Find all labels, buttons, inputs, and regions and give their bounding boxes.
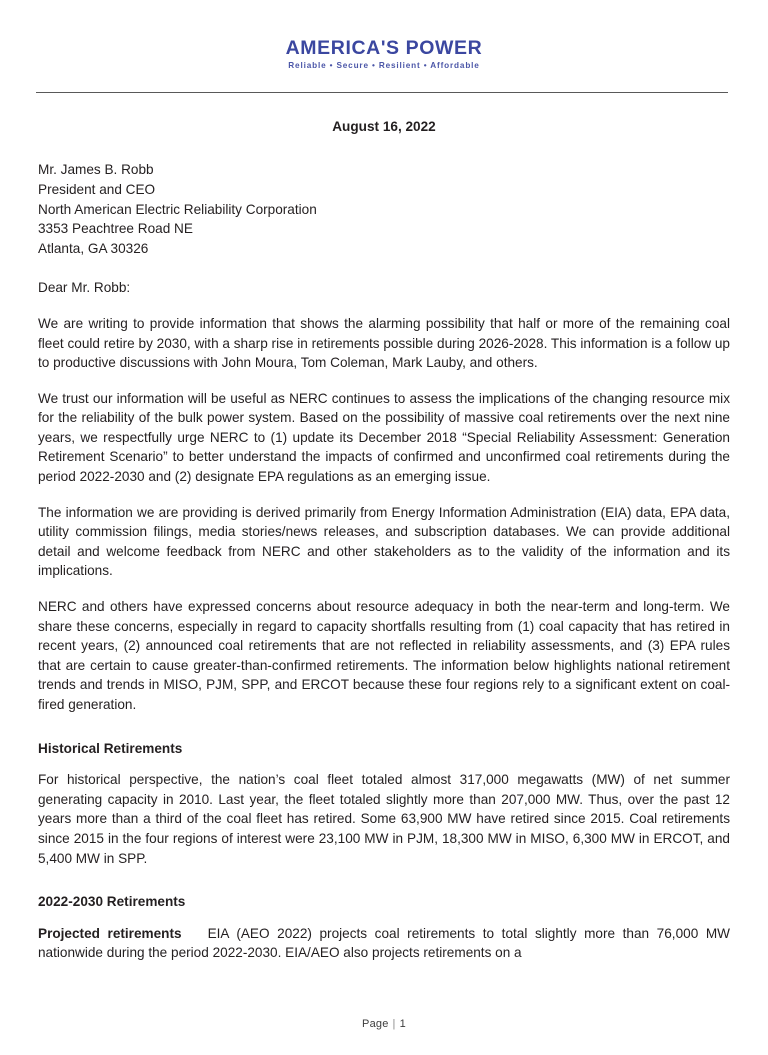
body-paragraph-1: We are writing to provide information that shows the alarming possibility that half or more of the remaining coal fleet could retire by 2030, with a sharp rise in retirements possible during 2026-2028. This information is a follow up to productive discussions with John Moura, Tom Coleman, Mark Lauby, and others. — [38, 315, 730, 371]
recipient-name: Mr. James B. Robb — [38, 162, 154, 178]
brand-tagline: Reliable • Secure • Resilient • Affordable — [288, 61, 480, 71]
section-heading-historical-retirements: Historical Retirements — [38, 740, 183, 756]
recipient-organization: North American Electric Reliability Corporation — [38, 201, 317, 217]
letter-body — [38, 118, 730, 963]
paragraph-lead-in-projected-retirements: Projected retirements — [38, 925, 182, 941]
recipient-address-block — [38, 160, 730, 258]
letter-date: August 16, 2022 — [332, 119, 436, 134]
section-paragraph-historical-retirements: For historical perspective, the nation’s coal fleet totaled almost 317,000 megawatts (MW) of net summer generating capacity in 2010. Last year, the fleet totaled slightly more than 207,000 MW. Thus, over the past 12 years more than a third of the coal fleet has retired. Some 63,900 MW have retired since 2015. Coal retirements since 2015 in the four regions of interest were 23,100 MW in PJM, 18,300 MW in MISO, 6,300 MW in ERCOT, and 5,400 MW in SPP. — [38, 772, 730, 866]
body-paragraph-3: The information we are providing is derived primarily from Energy Information Administration (EIA) data, EPA data, utility commission filings, media stories/news releases, and subscription databases. We can provide additional detail and welcome feedback from NERC and other stakeholders as to the validity of the information and its implications. — [38, 504, 730, 579]
page-footer — [0, 1018, 768, 1030]
letterhead — [0, 38, 768, 70]
header-divider — [36, 92, 728, 93]
recipient-city-state-zip: Atlanta, GA 30326 — [38, 240, 149, 256]
salutation: Dear Mr. Robb: — [38, 280, 131, 296]
body-paragraph-2: We trust our information will be useful as NERC continues to assess the implications of the changing resource mix for the reliability of the bulk power system. Based on the possibility of massive coal retirements over the next nine years, we respectfully urge NERC to (1) update its December 2018 “Special Reliability Assessment: Generation Retirement Scenario” to better understand the impacts of confirmed and unconfirmed coal retirements during the period 2022-2030 and (2) designate EPA regulations as an emerging issue. — [38, 390, 730, 485]
footer-page-number: 1 — [399, 1018, 406, 1030]
section-heading-2022-2030-retirements: 2022-2030 Retirements — [38, 894, 186, 910]
body-paragraph-4: NERC and others have expressed concerns about resource adequacy in both the near-term and long-term. We share these concerns, especially in regard to capacity shortfalls resulting from (1) coal capacity that has retired in recent years, (2) announced coal retirements that are not reflected in reliability assessments, and (3) EPA rules that are certain to cause greater-than-confirmed retirements. The information below highlights national retirement trends and trends in MISO, PJM, SPP, and ERCOT because these four regions rely to a significant extent on coal-fired generation. — [38, 599, 730, 712]
section-paragraph-projected-retirements-text: EIA (AEO 2022) projects coal retirements to total slightly more than 76,000 MW nationwide during the period 2022-2030. EIA/AEO also projects retirements on a — [38, 925, 730, 961]
recipient-street: 3353 Peachtree Road NE — [38, 221, 193, 237]
section-paragraph-projected-retirements — [38, 924, 730, 963]
footer-page-label: Page — [362, 1018, 389, 1030]
recipient-title: President and CEO — [38, 181, 156, 197]
brand-logo-wordmark: AMERICA'S POWER — [285, 37, 483, 59]
footer-separator: | — [392, 1018, 396, 1030]
